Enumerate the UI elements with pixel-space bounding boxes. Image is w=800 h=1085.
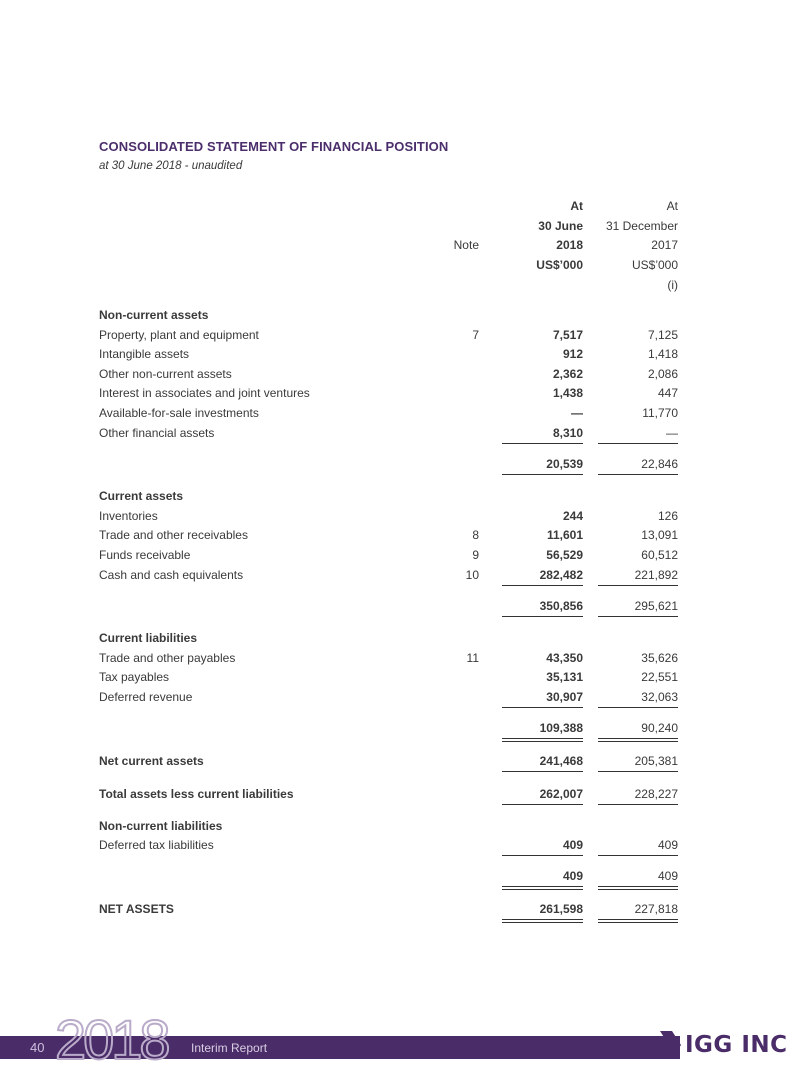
table-row xyxy=(99,568,679,584)
row-note: 7 xyxy=(472,328,479,342)
row-value-2018: 43,350 xyxy=(546,651,583,665)
section-heading-label: Non-current liabilities xyxy=(99,819,223,833)
subtotal-underline xyxy=(598,616,678,617)
total-underline xyxy=(598,804,678,805)
row-value-2017: 1,418 xyxy=(647,347,678,361)
table-row xyxy=(99,509,679,525)
statement-subtitle: at 30 June 2018 - unaudited xyxy=(99,160,243,172)
row-label: Net current assets xyxy=(99,754,204,768)
row-label: Other non-current assets xyxy=(99,367,232,381)
double-underline xyxy=(598,922,678,923)
table-row xyxy=(99,386,679,402)
row-value-2018: 244 xyxy=(562,509,583,523)
col2017-header-at: At xyxy=(666,199,678,213)
table-row xyxy=(99,651,679,667)
subtotal-2018: 109,388 xyxy=(539,721,583,735)
row-value-2017: 7,125 xyxy=(647,328,678,342)
double-underline xyxy=(502,922,583,923)
table-row xyxy=(99,548,679,564)
subtotal-row xyxy=(99,869,679,885)
row-value-2017: 228,227 xyxy=(634,787,678,801)
row-note: 9 xyxy=(472,548,479,562)
row-value-2018: 8,310 xyxy=(552,426,583,440)
subtotal-underline xyxy=(502,474,583,475)
row-value-2017: 32,063 xyxy=(641,690,678,704)
row-value-2018: 30,907 xyxy=(546,690,583,704)
row-value-2017: 409 xyxy=(657,838,678,852)
double-underline xyxy=(598,738,678,739)
table-row xyxy=(99,367,679,383)
report-label: Interim Report xyxy=(191,1041,268,1055)
net-current-assets-row xyxy=(99,754,679,770)
row-value-2017: 205,381 xyxy=(634,754,678,768)
row-note: 8 xyxy=(472,528,479,542)
row-value-2018: 409 xyxy=(562,838,583,852)
subtotal-row xyxy=(99,457,679,473)
subtotal-2018: 350,856 xyxy=(539,599,583,613)
table-row xyxy=(99,528,679,544)
subtotal-rule xyxy=(502,855,583,856)
note-header: Note xyxy=(453,238,479,252)
table-row xyxy=(99,690,679,706)
row-value-2017: 126 xyxy=(657,509,678,523)
col2018-header-unit: US$’000 xyxy=(536,258,583,272)
row-value-2018: 282,482 xyxy=(539,568,583,582)
page-number: 40 xyxy=(30,1040,45,1055)
row-value-2017: 60,512 xyxy=(641,548,678,562)
year-logo: 2018 xyxy=(55,1008,168,1071)
row-value-2018: 241,468 xyxy=(539,754,583,768)
double-underline xyxy=(502,741,583,742)
row-value-2017: 35,626 xyxy=(641,651,678,665)
row-value-2018: 261,598 xyxy=(539,902,583,916)
subtotal-rule xyxy=(598,707,678,708)
col2017-header-date: 31 December xyxy=(605,219,678,233)
col2018-header-year: 2018 xyxy=(556,238,583,252)
chevron-right-icon xyxy=(658,1030,682,1060)
row-value-2018: 2,362 xyxy=(552,367,583,381)
row-value-2018: 7,517 xyxy=(552,328,583,342)
row-label: Trade and other receivables xyxy=(99,528,248,542)
row-label: Other financial assets xyxy=(99,426,215,440)
section-heading xyxy=(99,489,679,505)
table-row xyxy=(99,328,679,344)
row-label: Intangible assets xyxy=(99,347,190,361)
subtotal-2017: 295,621 xyxy=(634,599,678,613)
row-label: Deferred revenue xyxy=(99,690,193,704)
col2017-header-footnote: (i) xyxy=(667,278,678,292)
total-underline xyxy=(502,804,583,805)
row-label: Funds receivable xyxy=(99,548,191,562)
double-underline xyxy=(598,919,678,920)
subtotal-row xyxy=(99,721,679,737)
row-label: Total assets less current liabilities xyxy=(99,787,294,801)
subtotal-row xyxy=(99,599,679,615)
section-heading-label: Non-current assets xyxy=(99,308,209,322)
row-value-2017: 227,818 xyxy=(634,902,678,916)
statement-title: CONSOLIDATED STATEMENT OF FINANCIAL POSITION xyxy=(99,139,449,154)
subtotal-rule xyxy=(598,585,678,586)
double-underline xyxy=(598,886,678,887)
column-header-row-3 xyxy=(99,238,679,254)
row-label: NET ASSETS xyxy=(99,902,174,916)
row-note: 11 xyxy=(466,651,479,665)
row-value-2018: 912 xyxy=(562,347,583,361)
subtotal-rule xyxy=(502,443,583,444)
section-heading-label: Current liabilities xyxy=(99,631,198,645)
net-assets-row xyxy=(99,902,679,918)
total-assets-less-cl-row xyxy=(99,787,679,803)
row-value-2018: 56,529 xyxy=(546,548,583,562)
double-underline xyxy=(502,889,583,890)
subtotal-underline xyxy=(598,474,678,475)
row-label: Tax payables xyxy=(99,670,170,684)
double-underline xyxy=(598,889,678,890)
table-row xyxy=(99,838,679,854)
subtotal-2017: 90,240 xyxy=(641,721,678,735)
subtotal-2018: 409 xyxy=(562,869,583,883)
row-value-2017: — xyxy=(666,426,678,440)
subtotal-2017: 409 xyxy=(657,869,678,883)
row-note: 10 xyxy=(465,568,479,582)
row-value-2017: 11,770 xyxy=(642,406,678,420)
subtotal-2018: 20,539 xyxy=(546,457,583,471)
total-underline xyxy=(598,771,678,772)
table-row xyxy=(99,406,679,422)
row-value-2017: 221,892 xyxy=(634,568,678,582)
subtotal-underline xyxy=(502,616,583,617)
row-value-2017: 22,551 xyxy=(641,670,678,684)
col2018-header-at: At xyxy=(570,199,583,213)
row-value-2017: 2,086 xyxy=(647,367,678,381)
table-row xyxy=(99,347,679,363)
row-value-2018: 1,438 xyxy=(552,386,583,400)
subtotal-rule xyxy=(598,855,678,856)
double-underline xyxy=(502,886,583,887)
row-label: Deferred tax liabilities xyxy=(99,838,214,852)
table-row xyxy=(99,426,679,442)
total-underline xyxy=(502,771,583,772)
row-value-2017: 13,091 xyxy=(641,528,678,542)
double-underline xyxy=(502,738,583,739)
table-row xyxy=(99,670,679,686)
subtotal-rule xyxy=(598,443,678,444)
row-value-2018: 11,601 xyxy=(546,528,583,542)
subtotal-rule xyxy=(502,585,583,586)
double-underline xyxy=(598,741,678,742)
row-value-2018: 262,007 xyxy=(539,787,583,801)
section-heading xyxy=(99,631,679,647)
row-label: Available-for-sale investments xyxy=(99,406,259,420)
subtotal-rule xyxy=(502,707,583,708)
col2017-header-year: 2017 xyxy=(651,238,678,252)
section-heading xyxy=(99,819,679,835)
double-underline xyxy=(502,919,583,920)
column-header-row-1 xyxy=(99,199,679,215)
col2017-header-unit: US$’000 xyxy=(631,258,678,272)
column-header-row-2 xyxy=(99,219,679,235)
row-value-2018: — xyxy=(571,406,583,420)
subtotal-2017: 22,846 xyxy=(641,457,678,471)
row-value-2018: 35,131 xyxy=(546,670,583,684)
row-value-2017: 447 xyxy=(657,386,678,400)
company-logo: IGG INC xyxy=(685,1032,788,1058)
row-label: Interest in associates and joint ventures xyxy=(99,386,310,400)
row-label: Cash and cash equivalents xyxy=(99,568,244,582)
section-heading-label: Current assets xyxy=(99,489,184,503)
section-heading xyxy=(99,308,679,324)
column-header-row-4 xyxy=(99,258,679,274)
column-header-row-5 xyxy=(99,278,679,294)
row-label: Property, plant and equipment xyxy=(99,328,259,342)
col2018-header-date: 30 June xyxy=(538,219,583,233)
row-label: Inventories xyxy=(99,509,158,523)
row-label: Trade and other payables xyxy=(99,651,236,665)
